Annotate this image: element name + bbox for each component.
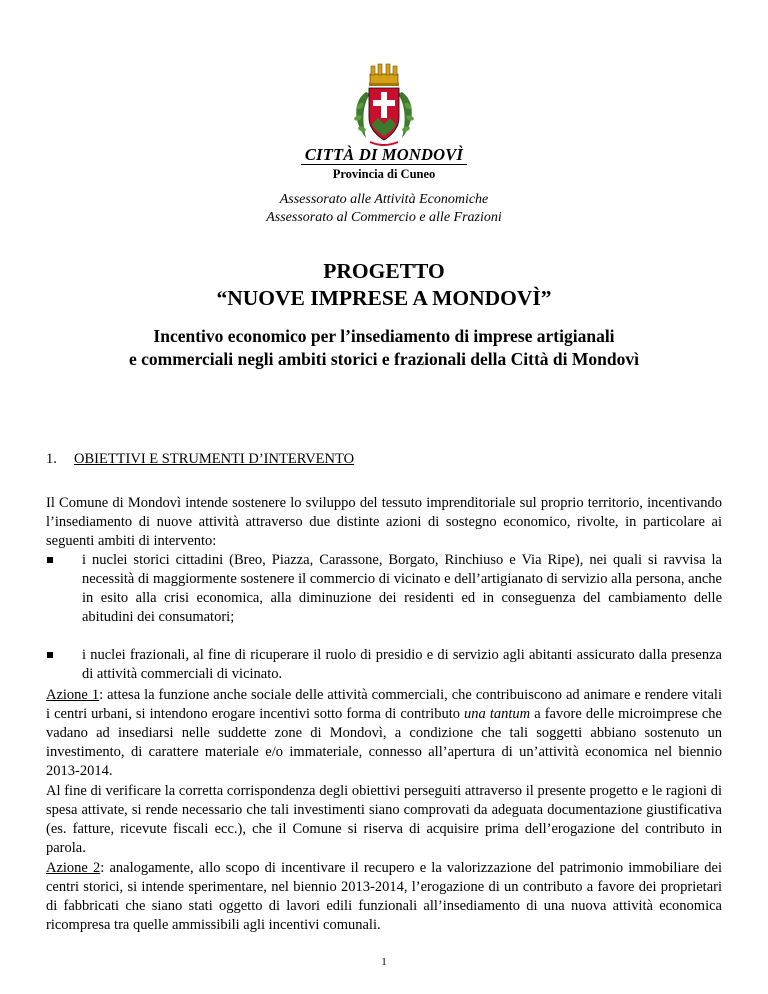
section-number: 1. bbox=[46, 451, 57, 467]
project-subtitle-line-1: Incentivo economico per l’insediamento di imprese artigianali bbox=[153, 326, 615, 346]
intro-paragraph: Il Comune di Mondovì intende sostenere lo sviluppo del tessuto imprenditoriale sul proprio territorio, incentivando l’insediamento di nuove attività attraverso due distinte azioni di sostegno economico, rivolte, in particolare ai seguenti ambiti di intervento: bbox=[46, 495, 722, 549]
project-heading: PROGETTO bbox=[323, 259, 445, 283]
city-coat-of-arms-icon bbox=[336, 62, 432, 150]
department-commerce: Assessorato al Commercio e alle Frazioni bbox=[266, 210, 502, 225]
bullet-square-icon bbox=[47, 557, 53, 563]
action-1-text: : attesa la funzione anche sociale delle attività commerciali, che contribuiscono ad animare e rendere vitali i centri urbani, si intendono erogare incentivi sotto forma di contributo bbox=[46, 687, 722, 722]
bullet-square-icon bbox=[47, 652, 53, 658]
action-2-paragraph bbox=[46, 859, 722, 935]
project-subtitle-line-2: e commerciali negli ambiti storici e frazionali della Città di Mondovì bbox=[128, 349, 639, 369]
action-1-text-continued: a favore delle microimprese che vadano ad insediarsi nelle suddette zone di Mondovì, a condizione che tali soggetti abbiano sostenuto un investimento, di carattere materiale e/o immateriale, connesso all’apertura di un’attività economica nel biennio 2013-2014. bbox=[46, 706, 722, 779]
bullet-historic-centres: i nuclei storici cittadini (Breo, Piazza, Carassone, Borgato, Rinchiuso e Via Ripe), nei quali si ravvisa la necessità di maggiormente sostenere il commercio di vicinato e dell’artigianato di servizio alla persona, anche in esito alla crisi economica, alla diminuzione dei residenti ed in conseguenza del cambiamento delle abitudini dei consumatori; bbox=[82, 552, 722, 625]
action-1-paragraph bbox=[46, 686, 722, 781]
project-name: “NUOVE IMPRESE A MONDOVÌ” bbox=[216, 286, 552, 310]
province-label: Provincia di Cuneo bbox=[332, 167, 436, 181]
city-title-rule bbox=[301, 164, 467, 165]
city-name-heading: CITTÀ DI MONDOVÌ bbox=[304, 145, 464, 164]
section-title: OBIETTIVI E STRUMENTI D’INTERVENTO bbox=[74, 451, 355, 467]
page-number: 1 bbox=[381, 956, 387, 968]
verification-paragraph: Al fine di verificare la corretta corrispondenza degli obiettivi perseguiti attraverso il presente progetto e le ragioni di spesa attivate, si rende necessario che tali investimenti siano comprovati da adeguata documentazione giustificativa (es. fatture, ricevute fiscali ecc.), che il Comune si riserva di acquisire prima dell’erogazione del contributo in parola. bbox=[46, 783, 722, 856]
bullet-hamlets: i nuclei frazionali, al fine di ricuperare il ruolo di presidio e di servizio agli abitanti assicurato dalla presenza di attività commerciali di vicinato. bbox=[82, 647, 722, 682]
action-2-label: Azione 2 bbox=[46, 860, 101, 876]
action-1-label: Azione 1 bbox=[46, 687, 100, 703]
una-tantum-term: una tantum bbox=[464, 706, 531, 722]
action-2-text: : analogamente, allo scopo di incentivare il recupero e la valorizzazione del patrimonio immobiliare dei centri storici, si intende sperimentare, nel biennio 2013-2014, l’erogazione di un contributo a favore dei proprietari di fabbricati che siano stati oggetto di lavori edili funzionali all’insediamento di una nuova attività economica ricompresa tra quelle ammissibili agli incentivi comunali. bbox=[46, 860, 722, 933]
department-economic-activities: Assessorato alle Attività Economiche bbox=[279, 192, 489, 207]
